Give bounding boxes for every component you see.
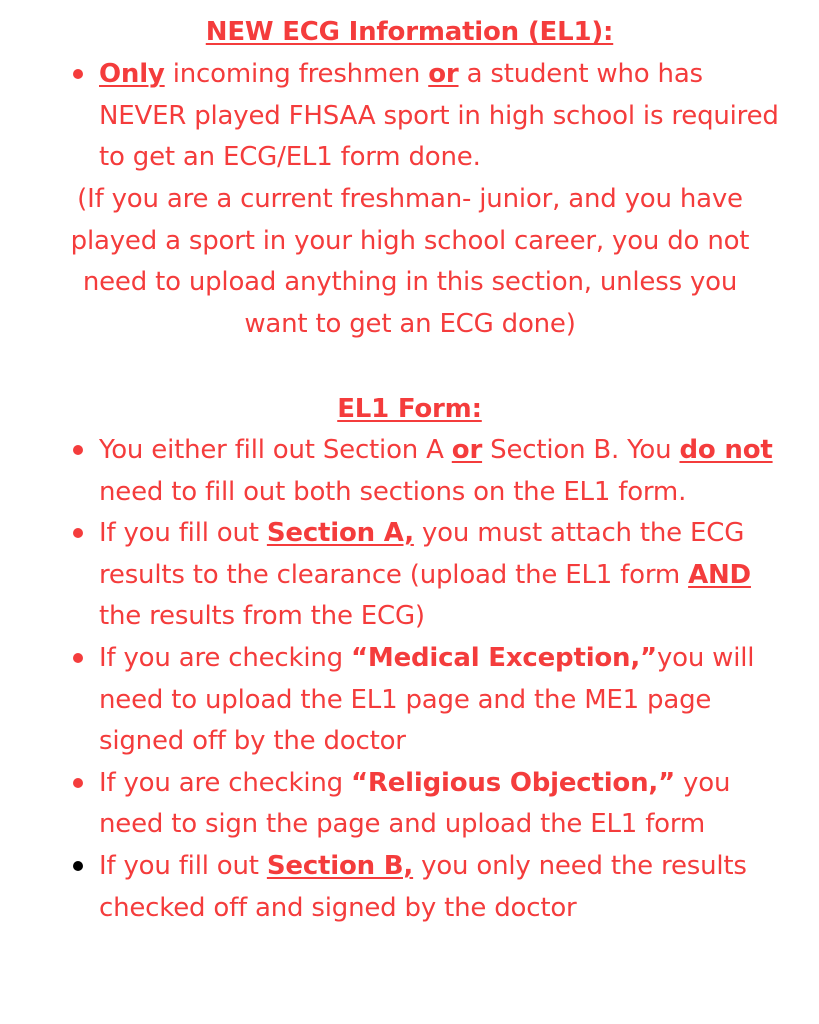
- ecg-info-heading: NEW ECG Information (EL1):: [205, 17, 614, 47]
- text: If you are checking: [99, 642, 352, 673]
- list-item: [0, 846, 819, 929]
- text: If you fill out: [99, 518, 267, 549]
- el1-instructions-list: [0, 430, 819, 929]
- el1-form-heading: EL1 Form:: [337, 394, 482, 424]
- section-b-emphasis: Section B,: [266, 850, 414, 881]
- text: you need to sign the page and upload the EL1 form: [99, 767, 731, 840]
- do-not-emphasis: do not: [679, 435, 773, 465]
- list-item: [0, 54, 819, 179]
- medical-exception-emphasis: “Medical Exception,”: [351, 642, 657, 673]
- text: you only need the results checked off and signed by the doctor: [99, 850, 747, 923]
- text: the results from the ECG): [99, 601, 425, 632]
- text: you will need to upload the EL1 page and the ME1 page signed off by the doctor: [99, 642, 755, 757]
- religious-objection-emphasis: “Religious Objection,”: [351, 767, 675, 798]
- list-item: [0, 430, 819, 513]
- or-emphasis: or: [428, 59, 459, 89]
- bullet-icon: [73, 778, 83, 788]
- section-a-emphasis: Section A,: [266, 518, 414, 549]
- list-item: [0, 638, 819, 763]
- text: need to fill out both sections on the EL1 form.: [99, 476, 687, 507]
- only-emphasis: Only: [99, 59, 165, 89]
- bullet-icon: [73, 528, 83, 538]
- list-item: [0, 763, 819, 846]
- text: You either fill out Section A: [99, 435, 452, 465]
- text: If you fill out: [99, 850, 267, 881]
- text: a student who has NEVER played FHSAA sport in high school is required to get an ECG/EL1 form done.: [99, 59, 779, 173]
- and-emphasis: AND: [688, 559, 751, 590]
- bullet-icon: [73, 445, 83, 455]
- text: you must attach the ECG results to the clearance (upload the EL1 form: [99, 518, 745, 590]
- bullet-icon: [73, 69, 83, 79]
- text: incoming freshmen: [164, 59, 429, 89]
- bullet-icon: [73, 653, 83, 663]
- text: Section B. You: [482, 435, 680, 465]
- or-emphasis: or: [451, 435, 483, 465]
- ecg-requirement-list: [0, 54, 819, 179]
- text: If you are checking: [99, 767, 352, 798]
- bullet-icon: [73, 861, 83, 871]
- list-item: [0, 513, 819, 638]
- returning-student-note: (If you are a current freshman- junior, and you have played a sport in your high school career, you do not need to upload anything in this section, unless you want to get an ECG done): [70, 184, 750, 339]
